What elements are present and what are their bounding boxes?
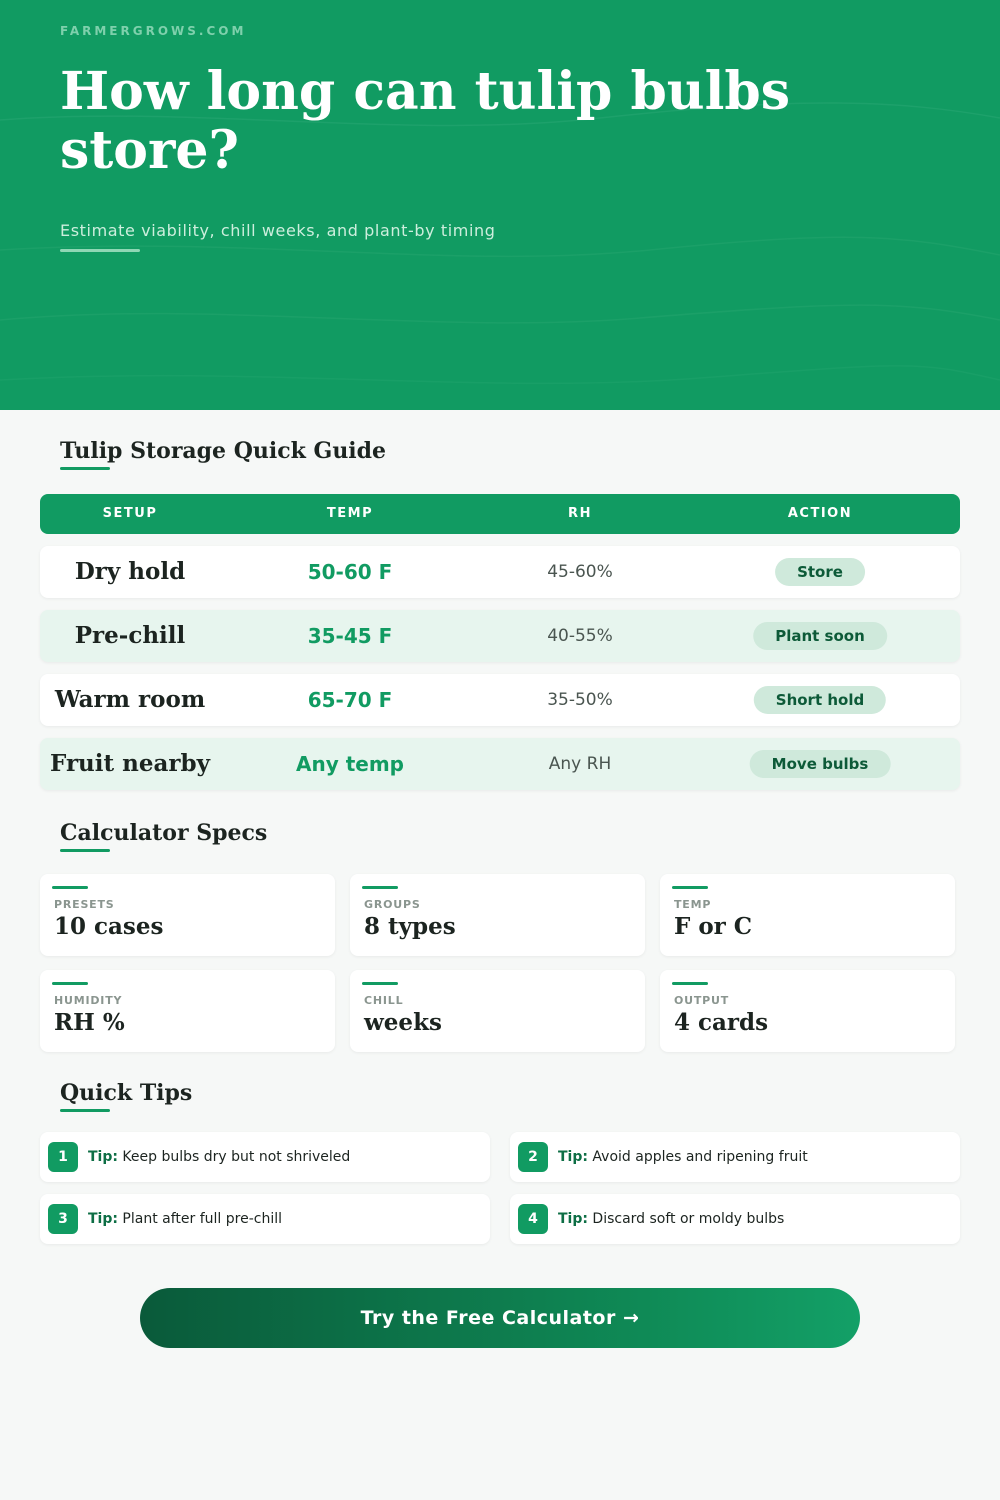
page-title: How long can tulip bulbs store?	[60, 61, 791, 181]
spec-label: HUMIDITY	[54, 994, 123, 1007]
rh-cell: 40-55%	[547, 626, 613, 646]
action-badge: Move bulbs	[750, 750, 891, 778]
action-badge: Store	[775, 558, 865, 586]
table-header	[40, 494, 960, 534]
spec-value: 10 cases	[54, 913, 164, 940]
spec-card-chill	[350, 970, 645, 1052]
action-badge: Short hold	[754, 686, 886, 714]
header-action: ACTION	[787, 506, 853, 521]
setup-cell: Fruit nearby	[50, 750, 210, 777]
setup-cell: Dry hold	[74, 558, 186, 585]
table-row	[40, 738, 960, 790]
rh-cell: 35-50%	[547, 690, 613, 710]
tip-number-badge: 1	[48, 1142, 78, 1172]
spec-accent-bar	[672, 886, 708, 889]
tip-number-badge: 3	[48, 1204, 78, 1234]
spec-label: OUTPUT	[674, 994, 730, 1007]
specs-title: Calculator Specs	[60, 820, 268, 846]
spec-card-temp	[660, 874, 955, 956]
tip-card	[510, 1132, 960, 1182]
temp-cell: 65-70 F	[307, 688, 393, 712]
tip-prefix: Tip:	[88, 1149, 118, 1165]
tip-prefix: Tip:	[558, 1211, 588, 1227]
tips-title-bar	[60, 1109, 110, 1112]
try-calculator-button[interactable]: Try the Free Calculator →	[140, 1288, 860, 1348]
spec-card-humidity	[40, 970, 335, 1052]
spec-accent-bar	[52, 982, 88, 985]
tip-body: Discard soft or moldy bulbs	[592, 1211, 785, 1227]
tip-text	[558, 1132, 808, 1182]
spec-value: RH %	[54, 1009, 125, 1036]
header-setup: SETUP	[102, 506, 158, 521]
tip-number-badge: 4	[518, 1204, 548, 1234]
tip-body: Plant after full pre-chill	[122, 1211, 282, 1227]
tip-text	[558, 1194, 784, 1244]
rh-cell: 45-60%	[547, 562, 613, 582]
tip-prefix: Tip:	[558, 1149, 588, 1165]
tip-text	[88, 1132, 350, 1182]
spec-accent-bar	[362, 886, 398, 889]
rh-cell: Any RH	[548, 754, 612, 774]
tip-card	[510, 1194, 960, 1244]
spec-label: PRESETS	[54, 898, 115, 911]
spec-accent-bar	[52, 886, 88, 889]
temp-cell: Any temp	[296, 752, 404, 776]
header-temp: TEMP	[326, 506, 374, 521]
table-row	[40, 546, 960, 598]
tip-card	[40, 1194, 490, 1244]
tip-prefix: Tip:	[88, 1211, 118, 1227]
spec-card-presets	[40, 874, 335, 956]
tips-title: Quick Tips	[60, 1080, 193, 1106]
spec-card-groups	[350, 874, 645, 956]
setup-cell: Pre-chill	[74, 622, 186, 649]
header-rh: RH	[568, 506, 592, 521]
spec-value: F or C	[674, 913, 753, 940]
specs-title-bar	[60, 849, 110, 852]
page-subtitle: Estimate viability, chill weeks, and plant-by timing	[60, 221, 496, 240]
tip-card	[40, 1132, 490, 1182]
tip-body: Keep bulbs dry but not shriveled	[122, 1149, 351, 1165]
spec-value: 8 types	[364, 913, 456, 940]
tip-number-badge: 2	[518, 1142, 548, 1172]
subtitle-underline	[60, 249, 140, 252]
spec-value: weeks	[364, 1009, 442, 1036]
spec-value: 4 cards	[674, 1009, 769, 1036]
site-name: FARMERGROWS.COM	[60, 24, 247, 38]
hero-banner	[0, 0, 1000, 410]
temp-cell: 50-60 F	[307, 560, 393, 584]
spec-label: TEMP	[674, 898, 712, 911]
spec-accent-bar	[362, 982, 398, 985]
spec-label: CHILL	[364, 994, 404, 1007]
spec-accent-bar	[672, 982, 708, 985]
action-badge: Plant soon	[753, 622, 887, 650]
setup-cell: Warm room	[54, 686, 206, 713]
guide-title-bar	[60, 467, 110, 470]
temp-cell: 35-45 F	[307, 624, 393, 648]
guide-title: Tulip Storage Quick Guide	[60, 438, 387, 464]
tip-body: Avoid apples and ripening fruit	[592, 1149, 808, 1165]
tip-text	[88, 1194, 282, 1244]
spec-label: GROUPS	[364, 898, 421, 911]
table-row	[40, 674, 960, 726]
spec-card-output	[660, 970, 955, 1052]
table-row	[40, 610, 960, 662]
